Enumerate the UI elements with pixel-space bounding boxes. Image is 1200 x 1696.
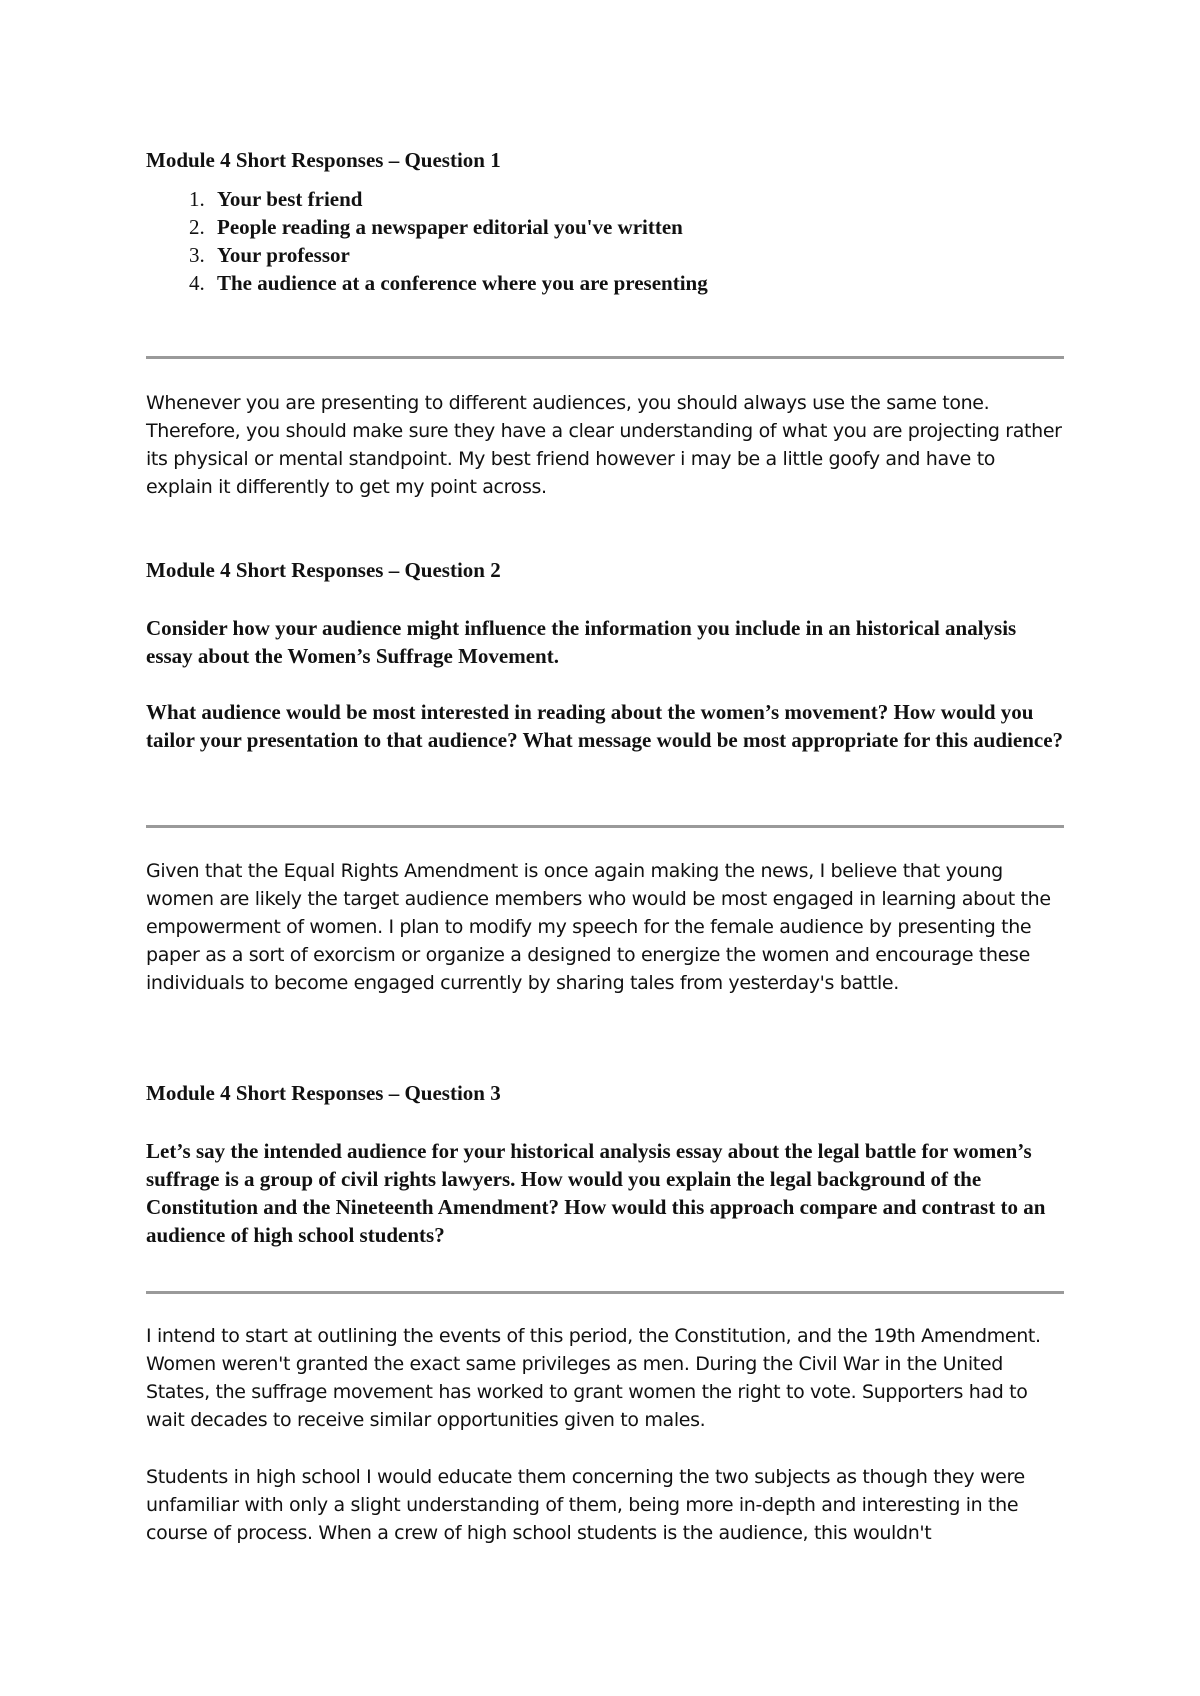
list-item-text: The audience at a conference where you are presenting <box>217 271 708 295</box>
question-1-title: Module 4 Short Responses – Question 1 <box>146 148 501 172</box>
list-item-text: Your professor <box>217 243 350 267</box>
question-2-prompt-followup: What audience would be most interested in reading about the women’s movement? How would you tailor your presentation to that audience? What message would be most appropriate for this audience? <box>146 700 1064 752</box>
audience-list <box>146 185 708 297</box>
question-2-answer: Given that the Equal Rights Amendment is once again making the news, I believe that young women are likely the target audience members who would be most engaged in learning about the empowerment of women. I plan to modify my speech for the female audience by presenting the paper as a sort of exorcism or organize a designed to energize the women and encourage these individuals to become engaged currently by sharing tales from yesterday's battle. <box>146 860 1051 994</box>
question-3-answer-continued: Students in high school I would educate them concerning the two subjects as though they were unfamiliar with only a slight understanding of them, being more in-depth and interesting in the course of process. When a crew of high school students is the audience, this wouldn't <box>146 1466 1025 1544</box>
list-item-text: Your best friend <box>217 187 363 211</box>
list-item-text: People reading a newspaper editorial you've written <box>217 215 683 239</box>
question-3-prompt: Let’s say the intended audience for your historical analysis essay about the legal battle for women’s suffrage is a group of civil rights lawyers. How would you explain the legal background of the Constitution and the Nineteenth Amendment? How would this approach compare and contrast to an audience of high school students? <box>146 1139 1046 1247</box>
question-2-prompt: Consider how your audience might influence the information you include in an historical analysis essay about the Women’s Suffrage Movement. <box>146 616 1017 668</box>
list-item <box>146 241 708 269</box>
list-item-number: 2. <box>189 215 205 239</box>
horizontal-divider <box>146 356 1064 359</box>
list-item <box>146 213 708 241</box>
question-2-title: Module 4 Short Responses – Question 2 <box>146 558 501 582</box>
list-item-number: 4. <box>189 271 205 295</box>
horizontal-divider <box>146 825 1064 828</box>
question-3-title: Module 4 Short Responses – Question 3 <box>146 1081 501 1105</box>
list-item <box>146 269 708 297</box>
question-1-answer: Whenever you are presenting to different audiences, you should always use the same tone. Therefore, you should make sure they have a clear understanding of what you are projecting rather its physical or mental standpoint. My best friend however i may be a little goofy and have to explain it differently to get my point across. <box>146 392 1062 498</box>
list-item-number: 1. <box>189 187 205 211</box>
list-item-number: 3. <box>189 243 205 267</box>
list-item <box>146 185 708 213</box>
document-page <box>146 0 1064 1696</box>
horizontal-divider <box>146 1291 1064 1294</box>
question-3-answer: I intend to start at outlining the events of this period, the Constitution, and the 19th Amendment. Women weren't granted the exact same privileges as men. During the Civil War in the United States, the suffrage movement has worked to grant women the right to vote. Supporters had to wait decades to receive similar opportunities given to males. <box>146 1325 1041 1431</box>
